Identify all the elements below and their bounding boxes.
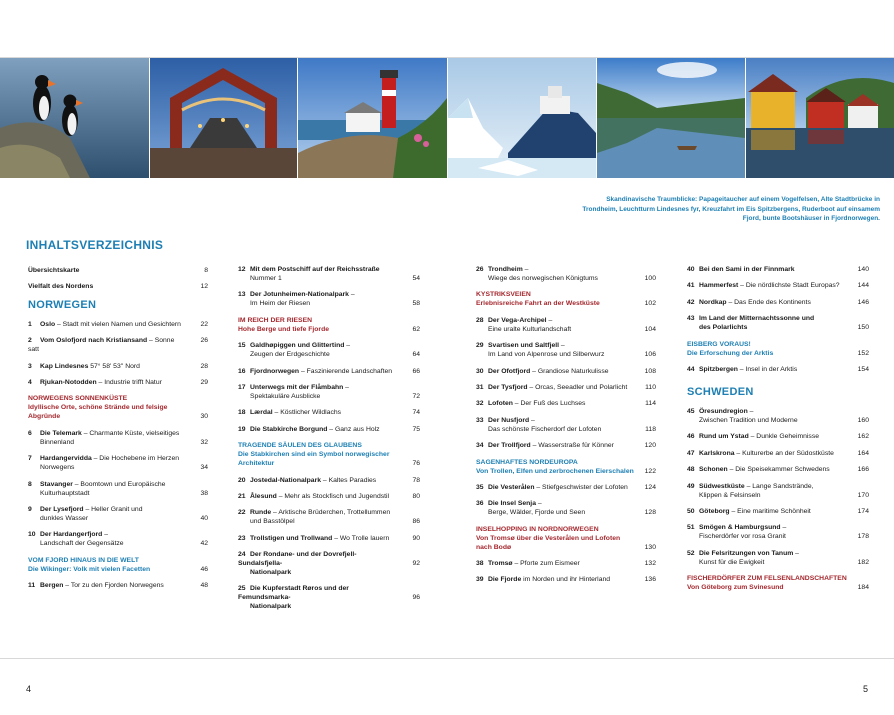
toc-entry[interactable]: 50 Göteborg – Eine maritime Schönheit 174: [687, 507, 869, 515]
toc-feature-section[interactable]: FISCHERDÖRFER ZUM FELSENLANDSCHAFTEN Von Göteborg zum Svinesund 184: [687, 575, 869, 592]
toc-feature-section[interactable]: TRAGENDE SÄULEN DES GLAUBENS Die Stabkirchen sind ein Symbol norwegischer Architektur 76: [238, 442, 420, 468]
toc-feature-section[interactable]: SAGENHAFTES NORDEUROPA Von Trollen, Elfen und zerbrochenen Eierschalen 122: [476, 458, 656, 475]
toc-entry[interactable]: 29 Svartisen und Saltfjell – Im Land von Alpenrose und Silberwurz 106: [476, 342, 656, 359]
toc-entry[interactable]: 20 Jostedal-Nationalpark – Kaltes Paradies 78: [238, 476, 420, 484]
toc-feature-section[interactable]: VOM FJORD HINAUS IN DIE WELT Die Wikinger: Volk mit vielen Facetten 46: [28, 556, 208, 573]
toc-entry[interactable]: 24 Der Rondane- und der Dovrefjell-Sundalsfjella- Nationalpark 92: [238, 551, 420, 577]
toc-entry[interactable]: Vielfalt des Nordens 12: [28, 283, 208, 291]
toc-title: INHALTSVERZEICHNIS: [26, 238, 164, 252]
toc-entry[interactable]: 35 Die Vesterålen – Stiefgeschwister der Lofoten 124: [476, 483, 656, 491]
toc-entry[interactable]: 39 Die Fjorde im Norden und ihr Hinterland 136: [476, 576, 656, 584]
toc-entry[interactable]: 11 Bergen – Tor zu den Fjorden Norwegens 48: [28, 582, 208, 590]
toc-entry[interactable]: 19 Die Stabkirche Borgund – Ganz aus Holz 75: [238, 425, 420, 433]
toc-entry[interactable]: 15 Galdhøpiggen und Glittertind – Zeugen der Erdgeschichte 64: [238, 342, 420, 359]
toc-entry[interactable]: 52 Die Felsritzungen von Tanum – Kunst für die Ewigkeit 182: [687, 549, 869, 566]
toc-feature-section[interactable]: EISBERG VORAUS! Die Erforschung der Arktis 152: [687, 340, 869, 357]
toc-entry[interactable]: 31 Der Tysfjord – Orcas, Seeadler und Polarlicht 110: [476, 383, 656, 391]
page-number-left: 4: [26, 684, 32, 694]
toc-entry[interactable]: 9 Der Lysefjord – Heller Granit und dunkles Wasser 40: [28, 505, 208, 522]
trondheim-bridge-photo: [150, 58, 297, 178]
toc-entry[interactable]: 32 Lofoten – Der Fuß des Luchses 114: [476, 400, 656, 408]
toc-entry[interactable]: 2 Vom Oslofjord nach Kristiansand – Sonne satt 26: [28, 337, 208, 354]
toc-entry[interactable]: 33 Der Nusfjord – Das schönste Fischerdorf der Lofoten 118: [476, 416, 656, 433]
toc-entry[interactable]: 36 Die Insel Senja – Berge, Wälder, Fjorde und Seen 128: [476, 500, 656, 517]
photo-caption: Skandinavische Traumblicke: Papageitaucher auf einem Vogelfelsen, Alte Stadtbrücke in Trondheim, Leuchtturm Lindesnes fyr, Kreuzfahrt im Eis Spitzbergens, Ruderboot auf einsamem Fjord, bunte Bootshäuser in Fjordnorwegen.: [582, 196, 880, 222]
toc-column-2: [238, 265, 420, 619]
toc-column-4: [687, 265, 869, 599]
toc-feature-section[interactable]: IM REICH DER RIESEN Hohe Berge und tiefe Fjorde 62: [238, 316, 420, 333]
toc-entry[interactable]: 21 Ålesund – Mehr als Stockfisch und Jugendstil 80: [238, 492, 420, 500]
toc-entry[interactable]: 22 Runde – Arktische Brüderchen, Trottellummen und Basstölpel 86: [238, 509, 420, 526]
toc-entry[interactable]: 46 Rund um Ystad – Dunkle Geheimnisse 162: [687, 433, 869, 441]
toc-entry[interactable]: 16 Fjordnorwegen – Faszinierende Landschaften 66: [238, 367, 420, 375]
toc-entry[interactable]: 49 Südwestküste – Lange Sandstrände, Klippen & Felsinseln 170: [687, 482, 869, 499]
toc-feature-section[interactable]: KYSTRIKSVEIEN Erlebnisreiche Fahrt an der Westküste 102: [476, 291, 656, 308]
toc-entry[interactable]: 1 Oslo – Stadt mit vielen Namen und Gesichtern 22: [28, 320, 208, 328]
toc-column-1: [28, 266, 208, 597]
toc-column-3: [476, 265, 656, 592]
toc-entry[interactable]: 10 Der Hardangerfjord – Landschaft der Gegensätze 42: [28, 531, 208, 548]
book-spread: [0, 57, 894, 694]
page-number-right: 5: [862, 684, 868, 694]
toc-feature-section[interactable]: INSELHOPPING IN NORDNORWEGEN Von Tromsø über die Vesterålen und Lofoten nach Bodø 130: [476, 525, 656, 551]
puffins-photo: [0, 58, 149, 178]
chapter-heading: SCHWEDEN: [687, 385, 754, 398]
boathouses-photo: [746, 58, 894, 178]
toc-entry[interactable]: 48 Schonen – Die Speisekammer Schwedens 166: [687, 466, 869, 474]
toc-entry[interactable]: 41 Hammerfest – Die nördlichste Stadt Europas? 144: [687, 282, 869, 290]
toc-entry[interactable]: 30 Der Ofotfjord – Grandiose Naturkulisse 108: [476, 367, 656, 375]
toc-entry[interactable]: 3 Kap Lindesnes 57° 58' 53'' Nord 28: [28, 362, 208, 370]
toc-entry[interactable]: 45 Öresundregion – Zwischen Tradition und Moderne 160: [687, 407, 869, 424]
chapter-heading: NORWEGEN: [28, 298, 97, 311]
toc-entry[interactable]: 23 Trollstigen und Trollwand – Wo Trolle lauern 90: [238, 534, 420, 542]
toc-entry[interactable]: 42 Nordkap – Das Ende des Kontinents 146: [687, 298, 869, 306]
toc-entry[interactable]: 6 Die Telemark – Charmante Küste, vielseitiges Binnenland 32: [28, 429, 208, 446]
ship-ice-photo: [448, 58, 596, 178]
toc-entry[interactable]: 18 Lærdal – Köstlicher Wildlachs 74: [238, 409, 420, 417]
toc-entry[interactable]: 43 Im Land der Mitternachtssonne und des Polarlichts 150: [687, 315, 869, 332]
fjord-photo: [597, 58, 745, 178]
toc-entry[interactable]: Übersichtskarte 8: [28, 267, 208, 274]
toc-entry[interactable]: 13 Der Jotunheimen-Nationalpark – Im Heim der Riesen 58: [238, 291, 420, 308]
toc-entry[interactable]: 44 Spitzbergen – Insel in der Arktis 154: [687, 365, 869, 373]
photo-strip: [0, 58, 894, 178]
toc-entry[interactable]: 25 Die Kupferstadt Røros und der Femundsmarka- Nationalpark 96: [238, 585, 420, 611]
toc-entry[interactable]: 8 Stavanger – Boomtown und Europäische Kulturhauptstadt 38: [28, 480, 208, 497]
toc-entry[interactable]: 12 Mit dem Postschiff auf der Reichsstraße Nummer 1 54: [238, 266, 420, 282]
toc-entry[interactable]: 28 Der Vega-Archipel – Eine uralte Kulturlandschaft 104: [476, 316, 656, 333]
toc-entry[interactable]: 17 Unterwegs mit der Flåmbahn – Spektakuläre Ausblicke 72: [238, 383, 420, 400]
toc-feature-section[interactable]: NORWEGENS SONNENKÜSTE Idyllische Orte, schöne Strände und felsige Abgründe 30: [28, 395, 208, 421]
toc-entry[interactable]: 26 Trondheim – Wiege des norwegischen Königtums 100: [476, 266, 656, 282]
toc-entry[interactable]: 7 Hardangervidda – Die Hochebene im Herzen Norwegens 34: [28, 455, 208, 472]
toc-entry[interactable]: 38 Tromsø – Pforte zum Eismeer 132: [476, 560, 656, 568]
toc-entry[interactable]: 4 Rjukan-Notodden – Industrie trifft Natur 29: [28, 378, 208, 386]
toc-entry[interactable]: 34 Der Trollfjord – Wasserstraße für Könner 120: [476, 442, 656, 450]
toc-entry[interactable]: 51 Smögen & Hamburgsund – Fischerdörfer vor rosa Granit 178: [687, 524, 869, 541]
toc-entry[interactable]: 40 Bei den Sami in der Finnmark 140: [687, 266, 869, 273]
lighthouse-photo: [298, 58, 447, 178]
toc-entry[interactable]: 47 Karlskrona – Kulturerbe an der Südostküste 164: [687, 449, 869, 457]
